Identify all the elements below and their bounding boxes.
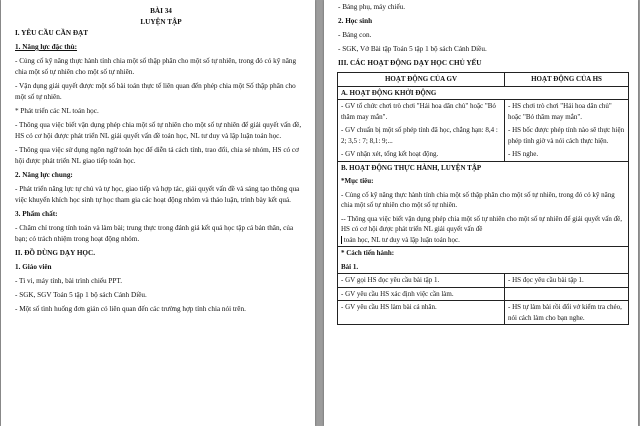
subsection-qualities: 3. Phẩm chất: <box>15 210 58 218</box>
teacher-cell: - GV yêu cầu HS xác định việc cần làm. <box>338 287 505 301</box>
cell-text: - GV nhận xét, tổng kết hoạt động. <box>341 150 439 158</box>
student-cell: - HS tự làm bài rồi đổi vở kiểm tra chéo, nói cách làm cho bạn nghe. <box>505 301 629 325</box>
table-row <box>338 287 629 301</box>
table-row <box>338 247 629 274</box>
cell-text: - GV chuẩn bị một số phép tính đã học, chẳng hạn: 8,4 : 2; 3,5 : 7; 8,1: 9;... <box>341 126 498 145</box>
text-cursor <box>341 236 342 244</box>
subsection-student: 2. Học sinh <box>338 17 373 25</box>
paragraph: - Thông qua việc biết vận dụng phép chia một số tự nhiên cho một số tự nhiên để giải quyết vấn đề, HS có cơ hội được phát triển NL giải quyết vấn đề toán học, NL tư duy và lập luận toán học. <box>15 121 302 140</box>
page-left-content <box>15 6 307 315</box>
document-page-right <box>324 0 638 426</box>
page-right-content <box>338 2 630 325</box>
paragraph: - Một số tình huống đơn giản có liên quan đến các trường hợp tính chia nói trên. <box>15 305 246 313</box>
table-header-row <box>338 73 629 87</box>
table-row <box>338 301 629 325</box>
paragraph: - SGK, Vở Bài tập Toán 5 tập 1 bộ sách Cánh Diều. <box>338 45 487 53</box>
student-cell: - HS đọc yêu cầu bài tập 1. <box>505 274 629 288</box>
cell-text: - HS bốc được phép tính nào sẽ thực hiện phép tính giờ và nói cách thực hiện. <box>508 126 625 145</box>
paragraph: - Bảng con. <box>338 31 372 39</box>
lesson-number: BÀI 34 <box>150 7 172 15</box>
paragraph: - Vận dụng giải quyết được một số bài toán thực tế liên quan đến phép chia một Số thập phân cho một số tự nhiên. <box>15 82 296 101</box>
table-row <box>338 274 629 288</box>
cell-text: - HS nghe. <box>508 150 539 158</box>
paragraph: - Bảng phụ, máy chiếu. <box>338 3 406 11</box>
document-page-left <box>1 0 315 426</box>
section-b-heading: B. HOẠT ĐỘNG THỰC HÀNH, LUYỆN TẬP <box>341 163 482 172</box>
exercise-1-label: Bài 1. <box>341 262 359 271</box>
cell-text: - GV tổ chức chơi trò chơi "Hái hoa dân chủ" hoặc "Bó thăm may mắn". <box>341 102 496 121</box>
subsection-specific-competence: 1. Năng lực đặc thù: <box>15 43 78 51</box>
student-cell <box>505 100 629 162</box>
cell-text: - Củng cố kỹ năng thực hành tính chia một số thập phân cho một số tự nhiên, trong đó có kỹ năng chia một số tự nhiên cho một số tự nhiên. <box>341 190 615 209</box>
paragraph: - Củng cố kỹ năng thực hành tính chia một số thập phân cho một số tự nhiên, trong đó có kỹ năng chia một số tự nhiên cho một số tự nhiên. <box>15 57 297 76</box>
activities-table <box>337 72 629 325</box>
section-activities-title: III. CÁC HOẠT ĐỘNG DẠY HỌC CHỦ YẾU <box>338 59 482 67</box>
teacher-cell: - GV yêu cầu HS làm bài cá nhân. <box>338 301 505 325</box>
table-row <box>338 100 629 162</box>
paragraph: - Thông qua việc sử dụng ngôn ngữ toán học để diễn tả cách tính, trao đổi, chia sẻ nhóm, HS có cơ hội được phát triển NL giao tiếp toán học. <box>15 146 299 165</box>
section-requirements-title: I. YÊU CẦU CẦN ĐẠT <box>15 29 89 37</box>
paragraph: - Chăm chỉ trong tính toán và làm bài; trung thực trong đánh giá kết quả học tập cá bản thân, của bạn; có trách nhiệm trong hoạt động nhóm. <box>15 224 294 243</box>
section-a-heading: A. HOẠT ĐỘNG KHỞI ĐỘNG <box>338 86 629 100</box>
cell-text: -- Thông qua việc biết vận dụng phép chia một số tự nhiên cho một số tự nhiên để giải quyết vấn đề, HS có cơ hội được phát triển NL giải quyết vấn đề <box>341 214 622 233</box>
paragraph: - Ti vi, máy tính, bài trình chiếu PPT. <box>15 277 123 285</box>
header-student-activity: HOẠT ĐỘNG CỦA HS <box>505 73 629 87</box>
paragraph: * Phát triển các NL toán học. <box>15 107 99 115</box>
paragraph: - Phát triển năng lực tự chủ và tự học, giao tiếp và hợp tác, giải quyết vấn đề và sáng tạo thông qua việc khuyến khích học sinh tự học tham gia các hoạt động nhóm và thảo luận, trình bày kết quả. <box>15 185 300 204</box>
teacher-cell: - GV gọi HS đọc yêu cầu bài tập 1. <box>338 274 505 288</box>
subsection-teacher: 1. Giáo viên <box>15 263 52 271</box>
cell-text: - HS chơi trò chơi "Hái hoa dân chủ" hoặc "Bó thăm may mắn". <box>508 102 612 121</box>
lesson-title: LUYỆN TẬP <box>140 18 182 26</box>
table-row <box>338 86 629 100</box>
section-teaching-materials-title: II. ĐỒ DÙNG DẠY HỌC. <box>15 249 95 257</box>
teacher-cell <box>338 100 505 162</box>
section-b-cell <box>338 161 629 247</box>
paragraph: - SGK, SGV Toán 5 tập 1 bộ sách Cánh Diều. <box>15 291 147 299</box>
header-teacher-activity: HOẠT ĐỘNG CỦA GV <box>338 73 505 87</box>
student-cell <box>505 287 629 301</box>
procedure-label: * Cách tiến hành: <box>341 249 395 257</box>
subsection-general-competence: 2. Năng lực chung: <box>15 171 73 179</box>
table-row <box>338 161 629 247</box>
objectives-label: *Mục tiêu: <box>341 177 374 185</box>
procedure-cell <box>338 247 629 274</box>
cell-text: toán học, NL tư duy và lập luận toán học. <box>343 235 460 244</box>
